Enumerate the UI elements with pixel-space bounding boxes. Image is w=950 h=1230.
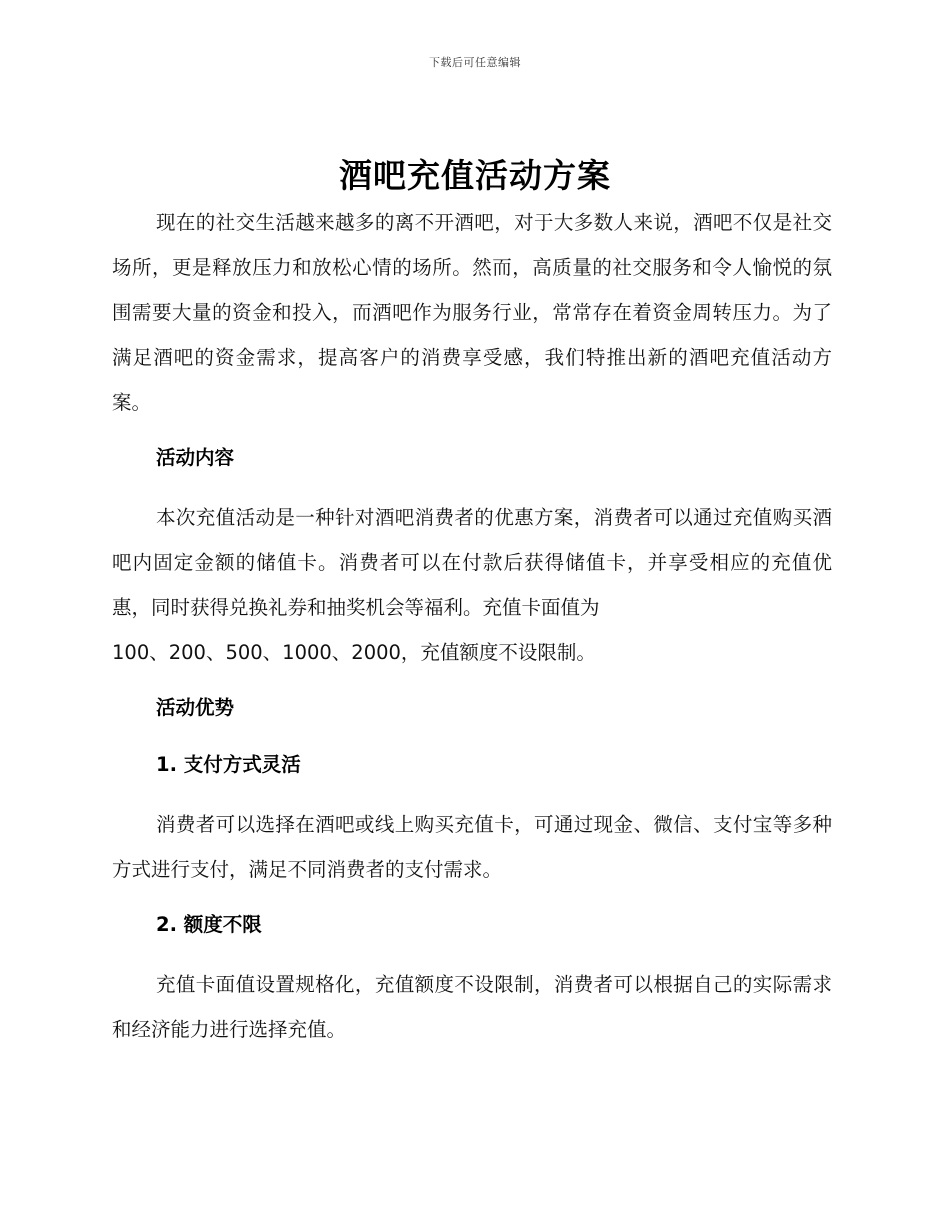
content-paragraph-values: 100、200、500、1000、2000，充值额度不设限制。 (112, 641, 596, 664)
advantage-2-paragraph: 充值卡面值设置规格化，充值额度不设限制，消费者可以根据自己的实际需求和经济能力进行选择充值。 (112, 973, 832, 1041)
section-heading-advantage: 活动优势 (156, 696, 235, 719)
document-title: 酒吧充值活动方案 (339, 156, 611, 195)
advantage-1-paragraph: 消费者可以选择在酒吧或线上购买充值卡，可通过现金、微信、支付宝等多种方式进行支付，满足不同消费者的支付需求。 (112, 813, 832, 881)
section-heading-content: 活动内容 (156, 446, 235, 469)
advantage-2-heading: 2. 额度不限 (156, 913, 262, 936)
content-paragraph-text: 本次充值活动是一种针对酒吧消费者的优惠方案，消费者可以通过充值购买酒吧内固定金额的储值卡。消费者可以在付款后获得储值卡，并享受相应的充值优惠，同时获得兑换礼券和抽奖机会等福利。充值卡面值为 (112, 506, 832, 619)
intro-paragraph: 现在的社交生活越来越多的离不开酒吧，对于大多数人来说，酒吧不仅是社交场所，更是释放压力和放松心情的场所。然而，高质量的社交服务和令人愉悦的氛围需要大量的资金和投入，而酒吧作为服务行业，常常存在着资金周转压力。为了满足酒吧的资金需求，提高客户的消费享受感，我们特推出新的酒吧充值活动方案。 (112, 211, 832, 414)
advantage-1-heading: 1. 支付方式灵活 (156, 753, 301, 776)
header-note: 下载后可任意编辑 (429, 56, 521, 69)
content-paragraph (112, 495, 832, 675)
